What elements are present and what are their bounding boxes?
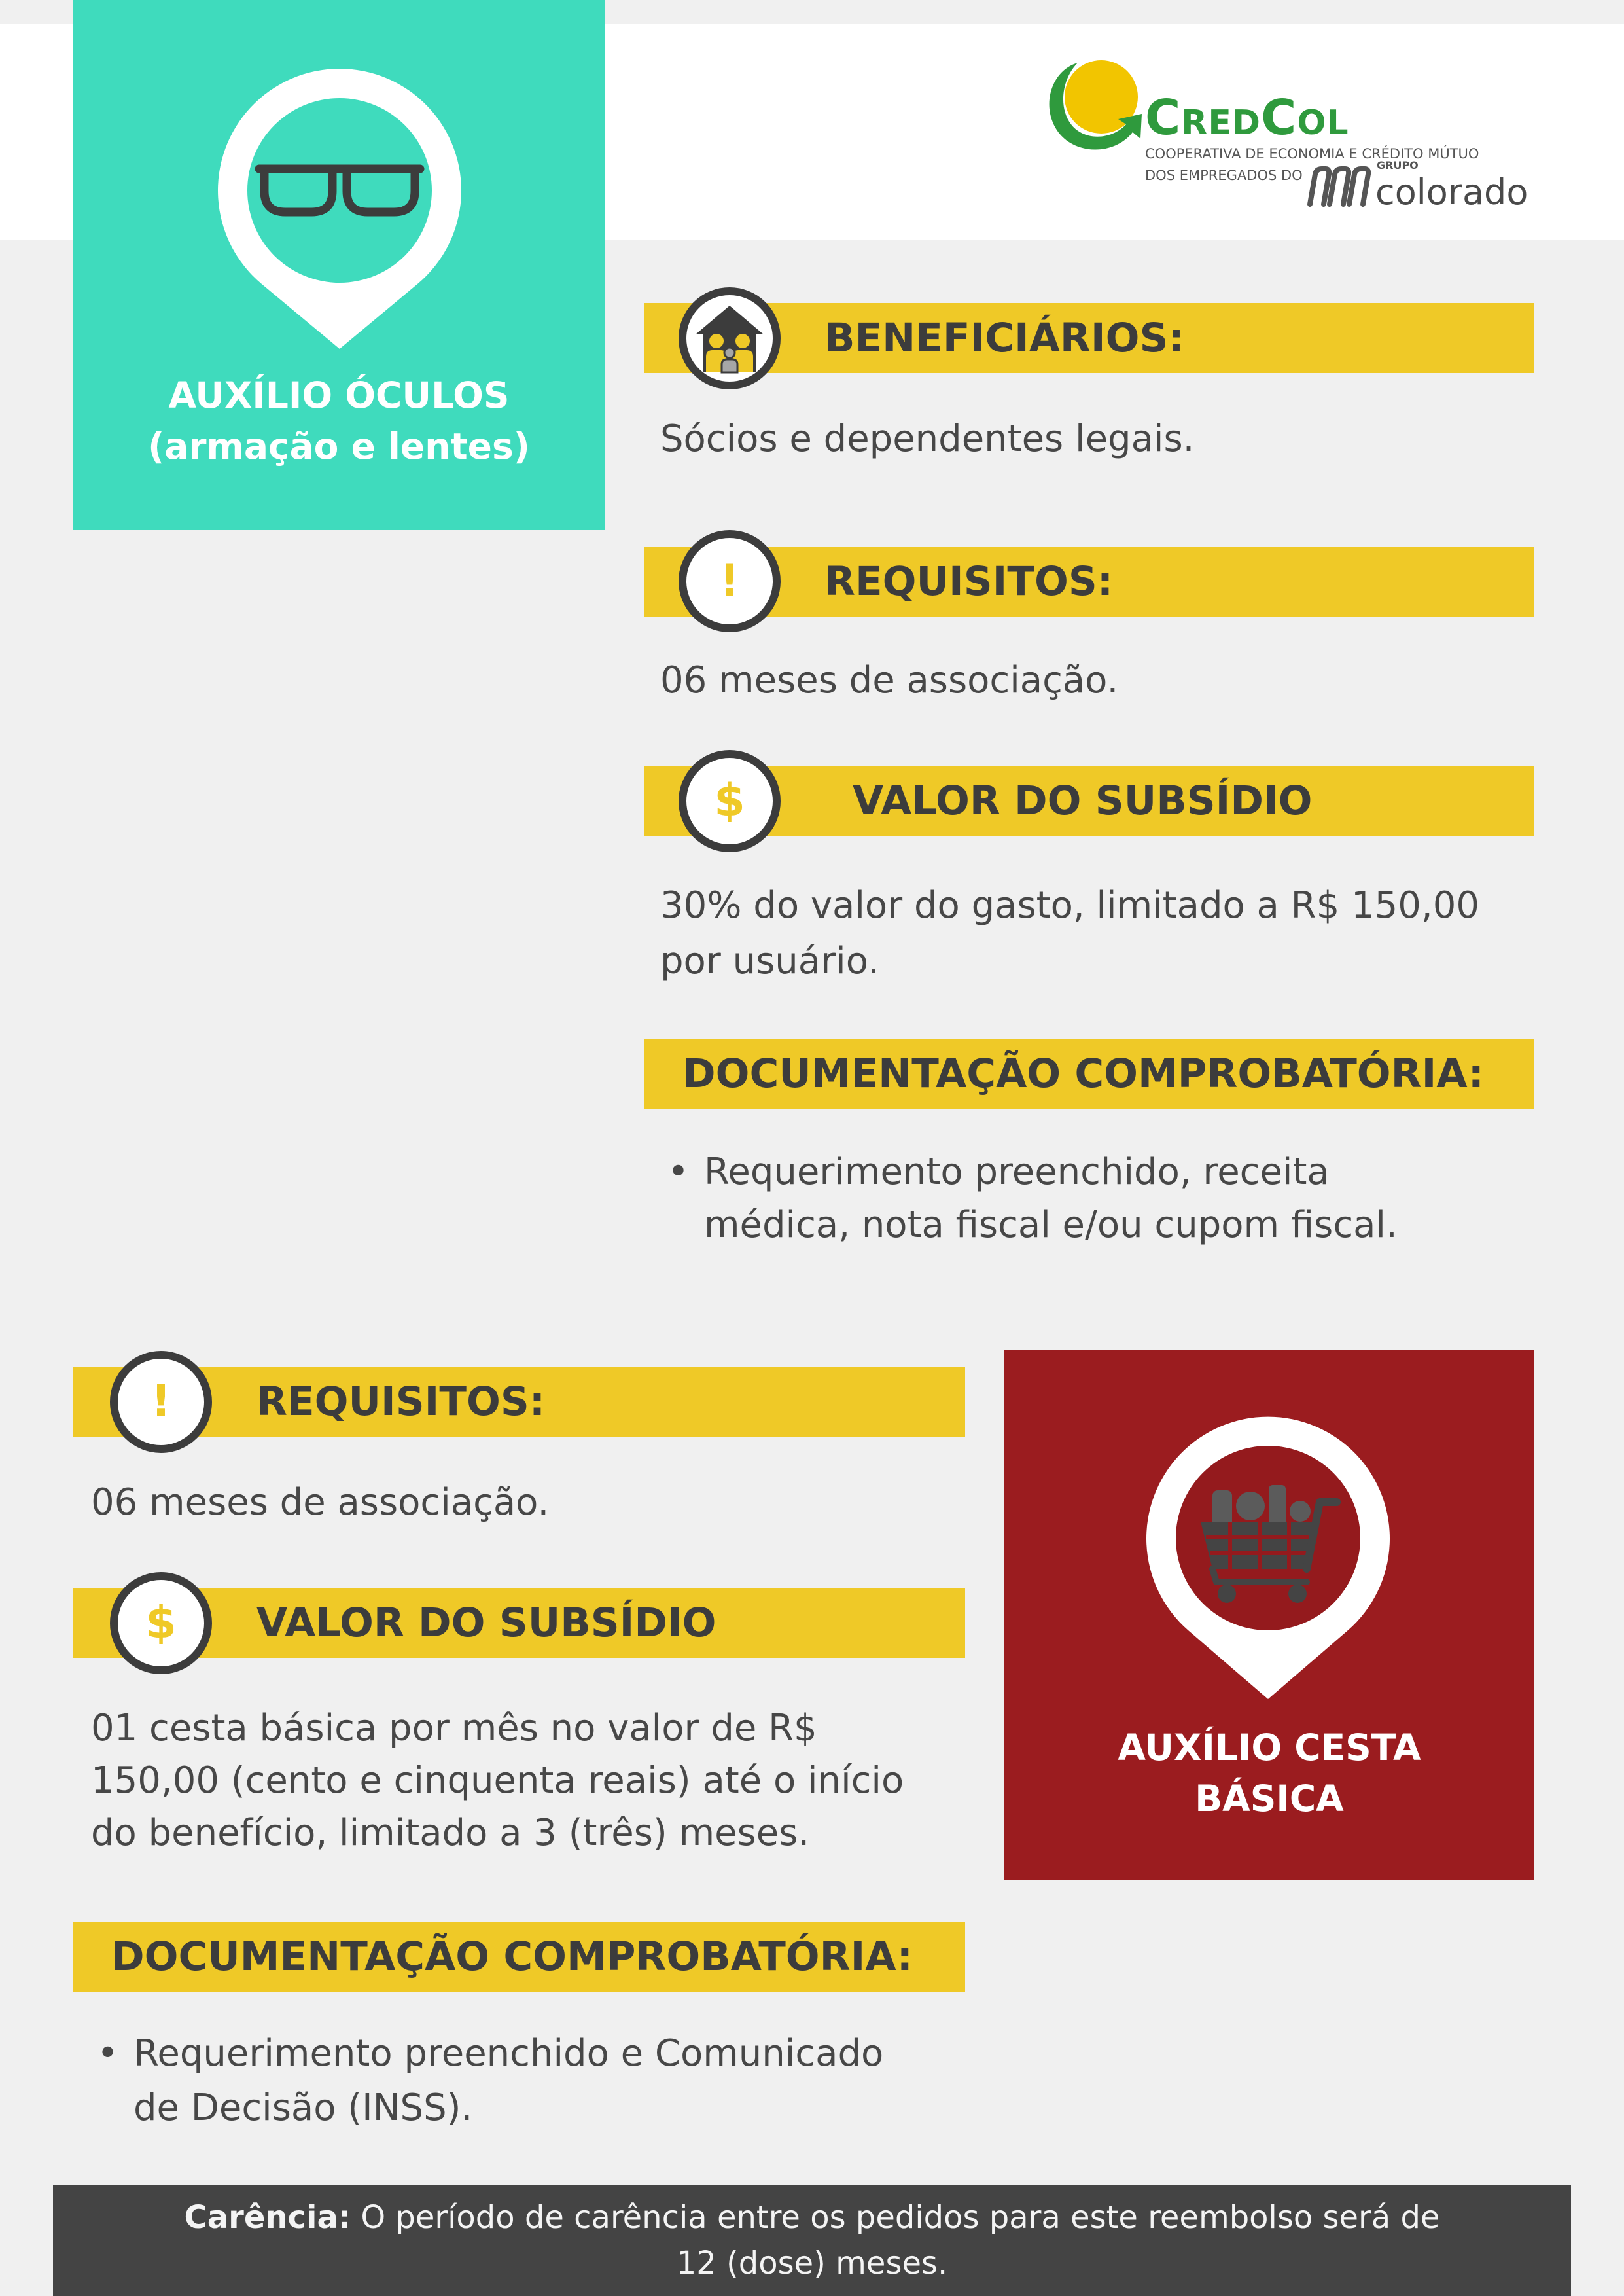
oculos-documentacao-line1: Requerimento preenchido, receita: [704, 1151, 1330, 1193]
oculos-beneficiarios-badge: [679, 287, 781, 389]
cesta-valor-text: [91, 1702, 904, 1859]
grupo-colorado-mark-icon: [1306, 165, 1374, 208]
oculos-title-line1: AUXÍLIO ÓCULOS: [168, 374, 510, 416]
oculos-valor-line2: por usuário.: [660, 940, 879, 982]
cesta-requisitos-text: 06 meses de associação.: [91, 1481, 550, 1524]
cesta-documentacao-item: [97, 2026, 883, 2135]
cesta-valor-line1: 01 cesta básica por mês no valor de R$: [91, 1707, 817, 1749]
cart-pin-icon: [1004, 1350, 1534, 1717]
cesta-documentacao-bar: [73, 1922, 965, 1992]
oculos-requisitos-text: 06 meses de associação.: [660, 659, 1119, 702]
cesta-title-line2: BÁSICA: [1195, 1778, 1344, 1820]
family-house-icon: [693, 302, 766, 375]
oculos-beneficiarios-text: Sócios e dependentes legais.: [660, 418, 1195, 460]
oculos-card: [73, 0, 605, 530]
oculos-beneficiarios-heading: BENEFICIÁRIOS:: [824, 315, 1184, 361]
bullet-icon: •: [667, 1151, 690, 1193]
oculos-valor-line1: 30% do valor do gasto, limitado a R$ 150,00: [660, 884, 1479, 927]
brand-tagline-line2: DOS EMPREGADOS DO: [1145, 168, 1303, 183]
cesta-valor-line3: do benefício, limitado a 3 (três) meses.: [91, 1812, 810, 1854]
oculos-valor-heading: VALOR DO SUBSÍDIO: [853, 778, 1313, 824]
oculos-documentacao-item: [667, 1145, 1398, 1251]
footer-carencia: [53, 2185, 1571, 2296]
oculos-title-line2: (armação e lentes): [148, 425, 530, 467]
oculos-valor-text: [660, 878, 1479, 989]
cesta-requisitos-heading: REQUISITOS:: [256, 1378, 546, 1425]
brand-name: CredCol: [1145, 90, 1349, 146]
oculos-requisitos-badge: [679, 530, 781, 632]
exclamation-icon: !: [150, 1376, 171, 1427]
footer-text-line2: 12 (dose) meses.: [676, 2245, 948, 2282]
cesta-valor-line2: 150,00 (cento e cinquenta reais) até o início: [91, 1759, 904, 1802]
cesta-documentacao-line1: Requerimento preenchido e Comunicado: [133, 2032, 884, 2075]
cesta-card: [1004, 1350, 1534, 1880]
oculos-requisitos-heading: REQUISITOS:: [824, 558, 1114, 605]
brand-tagline-line1: COOPERATIVA DE ECONOMIA E CRÉDITO MÚTUO: [1145, 146, 1479, 162]
oculos-title: [73, 370, 605, 472]
footer-text-line1: O período de carência entre os pedidos para este reembolso será de: [361, 2199, 1440, 2236]
footer-line-2: [53, 2240, 1571, 2286]
bullet-icon: •: [97, 2032, 119, 2075]
cesta-documentacao-heading: DOCUMENTAÇÃO COMPROBATÓRIA:: [111, 1933, 913, 1980]
cesta-documentacao-line2: de Decisão (INSS).: [133, 2087, 473, 2129]
dollar-icon: $: [145, 1597, 177, 1649]
oculos-documentacao-bar: [644, 1039, 1534, 1109]
glasses-pin-icon: [73, 0, 605, 367]
oculos-valor-badge: [679, 750, 781, 852]
cesta-valor-badge: [110, 1572, 212, 1674]
cesta-requisitos-badge: [110, 1351, 212, 1453]
cesta-title-line1: AUXÍLIO CESTA: [1118, 1727, 1421, 1768]
brand-group-name: colorado: [1375, 171, 1528, 213]
footer-label: Carência:: [184, 2199, 351, 2236]
oculos-documentacao-heading: DOCUMENTAÇÃO COMPROBATÓRIA:: [682, 1050, 1485, 1097]
credcol-swoosh-icon: [1037, 56, 1148, 161]
footer-line-1: [53, 2195, 1571, 2240]
brand-group-label: GRUPO: [1377, 159, 1419, 171]
exclamation-icon: !: [719, 555, 740, 607]
dollar-icon: $: [714, 775, 745, 827]
cesta-title: [1004, 1722, 1534, 1824]
oculos-documentacao-line2: médica, nota fiscal e/ou cupom fiscal.: [704, 1204, 1398, 1246]
cesta-valor-heading: VALOR DO SUBSÍDIO: [256, 1600, 716, 1646]
